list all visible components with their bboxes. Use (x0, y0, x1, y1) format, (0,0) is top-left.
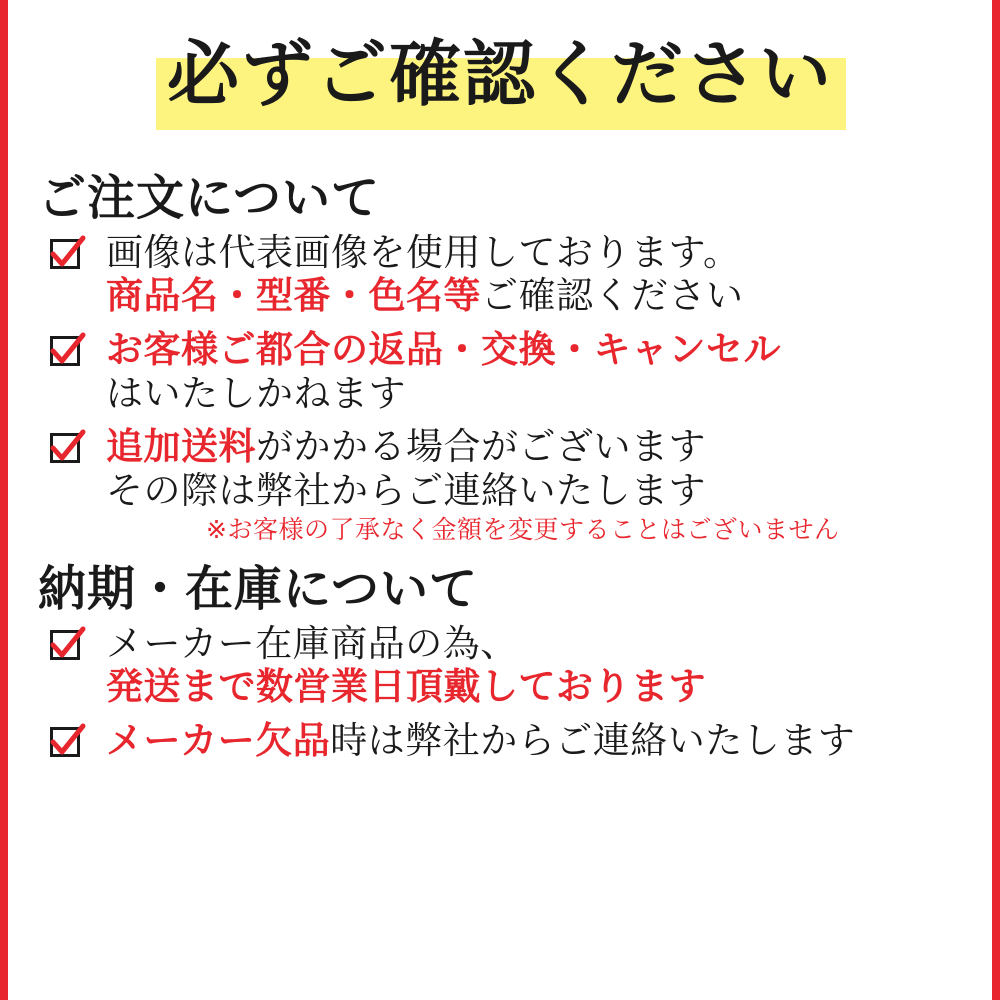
notice-text-run: 画像は代表画像を使用しております。 (106, 230, 741, 274)
notice-text-run: メーカー在庫商品の為、 (106, 621, 518, 665)
notice-line (106, 231, 992, 275)
notice-text-run: その際は弊社からご連絡いたします (106, 469, 706, 513)
notice-line (106, 372, 992, 416)
notice-line (106, 719, 992, 763)
notice-text-run: メーカー欠品 (106, 718, 331, 762)
notice-text-run: はいたしかねます (106, 371, 406, 415)
notice-text-run: 発送まで数営業日頂戴しております (106, 665, 706, 709)
check-mark-icon (48, 723, 86, 761)
notice-line (106, 665, 992, 709)
notice-line (106, 425, 992, 469)
check-mark-icon (48, 429, 86, 467)
section-heading-orders: ご注文について (38, 170, 381, 226)
notice-content (8, 0, 992, 1000)
section-delivery (8, 560, 992, 763)
left-red-border (0, 0, 8, 1000)
checkbox-checked-icon (48, 429, 86, 467)
notice-item (48, 231, 992, 318)
page-title-text: 必ずご確認ください (166, 32, 833, 116)
notice-item (48, 719, 992, 763)
section-heading-delivery: 納期・在庫について (38, 560, 479, 617)
checkbox-checked-icon (48, 235, 86, 273)
notice-text-run: ご確認ください (481, 274, 744, 318)
section-orders (8, 172, 992, 545)
check-mark-icon (48, 332, 86, 370)
right-red-border (992, 0, 1000, 1000)
notice-item (48, 622, 992, 709)
notice-item (48, 328, 992, 415)
checkbox-checked-icon (48, 626, 86, 664)
notice-text-run: がかかる場合がございます (256, 425, 706, 469)
page-title (8, 0, 992, 150)
check-mark-icon (48, 235, 86, 273)
notice-line (106, 274, 992, 318)
checkbox-checked-icon (48, 332, 86, 370)
notice-footnote: ※お客様の了承なく金額を変更することはございません (206, 514, 840, 544)
notice-line (106, 469, 992, 513)
notice-text-run: お客様ご都合の返品・交換・キャンセル (106, 328, 781, 372)
notice-text-run: 追加送料 (106, 425, 256, 469)
notice-text-run: 商品名・型番・色名等 (106, 274, 481, 318)
checkbox-checked-icon (48, 723, 86, 761)
notice-line (106, 622, 992, 666)
notice-text-run: 時は弊社からご連絡いたします (330, 718, 856, 762)
check-mark-icon (48, 626, 86, 664)
notice-line (106, 328, 992, 372)
notice-item (48, 425, 992, 544)
